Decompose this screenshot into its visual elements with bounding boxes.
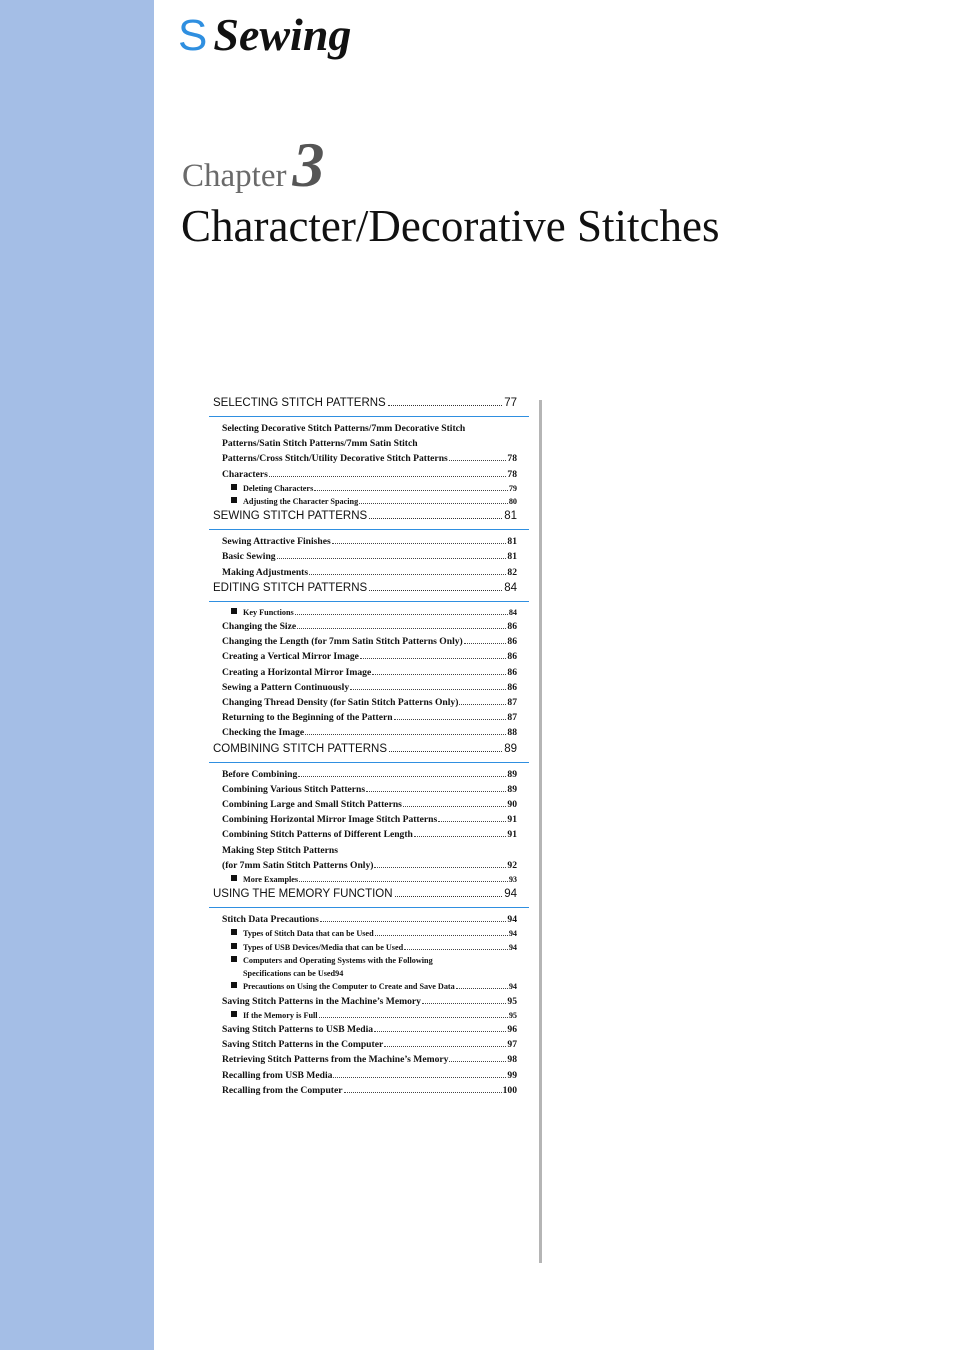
- toc-subentry[interactable]: More Examples 93: [209, 873, 529, 886]
- toc-subentry[interactable]: Types of USB Devices/Media that can be Used 94: [209, 941, 529, 954]
- toc-entry[interactable]: Saving Stitch Patterns to USB Media 96: [222, 1023, 517, 1035]
- toc-entry[interactable]: Changing Thread Density (for Satin Stitch Patterns Only) 87: [222, 697, 517, 709]
- vertical-rule: [539, 400, 542, 1263]
- toc-entry[interactable]: Creating a Vertical Mirror Image 86: [222, 651, 517, 663]
- toc-subentry[interactable]: Key Functions 84: [209, 606, 529, 619]
- toc-entry[interactable]: Creating a Horizontal Mirror Image 86: [222, 666, 517, 678]
- table-of-contents: [209, 395, 529, 1098]
- toc-entry[interactable]: Combining Horizontal Mirror Image Stitch Patterns 91: [222, 814, 517, 826]
- toc-entry[interactable]: Before Combining 89: [222, 768, 517, 780]
- square-bullet-icon: [231, 497, 237, 503]
- side-band: [0, 0, 154, 1350]
- square-bullet-icon: [231, 943, 237, 949]
- toc-section-heading[interactable]: COMBINING STITCH PATTERNS 89: [209, 741, 529, 763]
- square-bullet-icon: [231, 956, 237, 962]
- toc-entry[interactable]: Recalling from the Computer 100: [222, 1084, 517, 1096]
- toc-subentry[interactable]: If the Memory is Full 95: [209, 1009, 529, 1022]
- square-bullet-icon: [231, 608, 237, 614]
- toc-entry[interactable]: Making Step Stitch Patterns (for 7mm Satin Stitch Patterns Only) 92: [222, 844, 517, 871]
- toc-subentry[interactable]: Computers and Operating Systems with the Following Specifications can be Used94: [209, 954, 529, 980]
- toc-subentry[interactable]: Deleting Characters 79: [209, 482, 529, 495]
- toc-entry[interactable]: Combining Stitch Patterns of Different Length 91: [222, 829, 517, 841]
- square-bullet-icon: [231, 1011, 237, 1017]
- toc-entry[interactable]: Saving Stitch Patterns in the Computer 97: [222, 1039, 517, 1051]
- toc-entry[interactable]: Checking the Image 88: [222, 727, 517, 739]
- toc-section: [209, 508, 529, 580]
- toc-section-heading[interactable]: SEWING STITCH PATTERNS 81: [209, 508, 529, 530]
- toc-section: [209, 886, 529, 1098]
- toc-section: [209, 395, 529, 508]
- toc-entry[interactable]: Combining Large and Small Stitch Patterns 90: [222, 799, 517, 811]
- toc-entry[interactable]: Sewing Attractive Finishes 81: [222, 536, 517, 548]
- chapter-title: Character/Decorative Stitches: [181, 201, 720, 251]
- chapter-label: [182, 128, 324, 202]
- square-bullet-icon: [231, 875, 237, 881]
- toc-entry[interactable]: Combining Various Stitch Patterns 89: [222, 783, 517, 795]
- section-letter: S: [178, 11, 208, 60]
- toc-subentry[interactable]: Precautions on Using the Computer to Create and Save Data 94: [209, 980, 529, 993]
- toc-entry[interactable]: Changing the Size 86: [222, 621, 517, 633]
- toc-section: [209, 741, 529, 887]
- toc-section: [209, 580, 529, 741]
- toc-entry[interactable]: Selecting Decorative Stitch Patterns/7mm Decorative Stitch Patterns/Satin Stitch Patterns/7mm Satin Stitch Patterns/Cross Stitch/Utility Decorative Stitch Patterns 78: [222, 423, 517, 465]
- chapter-number: 3: [292, 129, 325, 200]
- toc-entry[interactable]: Characters 78: [222, 468, 517, 480]
- toc-entry[interactable]: Saving Stitch Patterns in the Machine’s Memory 95: [222, 995, 517, 1007]
- toc-subentry[interactable]: Types of Stitch Data that can be Used 94: [209, 927, 529, 940]
- square-bullet-icon: [231, 929, 237, 935]
- section-header: [178, 8, 351, 61]
- toc-entry[interactable]: Recalling from USB Media 99: [222, 1069, 517, 1081]
- toc-section-heading[interactable]: EDITING STITCH PATTERNS 84: [209, 580, 529, 602]
- toc-entry[interactable]: Changing the Length (for 7mm Satin Stitch Patterns Only) 86: [222, 636, 517, 648]
- chapter-word: Chapter: [182, 158, 287, 194]
- toc-entry[interactable]: Sewing a Pattern Continuously 86: [222, 681, 517, 693]
- toc-entry[interactable]: Basic Sewing 81: [222, 551, 517, 563]
- toc-section-heading[interactable]: USING THE MEMORY FUNCTION 94: [209, 886, 529, 908]
- toc-subentry[interactable]: Adjusting the Character Spacing 80: [209, 495, 529, 508]
- toc-entry[interactable]: Stitch Data Precautions 94: [222, 914, 517, 926]
- toc-section-heading[interactable]: SELECTING STITCH PATTERNS 77: [209, 395, 529, 417]
- square-bullet-icon: [231, 982, 237, 988]
- toc-entry[interactable]: Retrieving Stitch Patterns from the Machine’s Memory 98: [222, 1054, 517, 1066]
- square-bullet-icon: [231, 484, 237, 490]
- toc-entry[interactable]: Returning to the Beginning of the Pattern 87: [222, 712, 517, 724]
- section-title: Sewing: [213, 9, 352, 60]
- toc-entry[interactable]: Making Adjustments 82: [222, 566, 517, 578]
